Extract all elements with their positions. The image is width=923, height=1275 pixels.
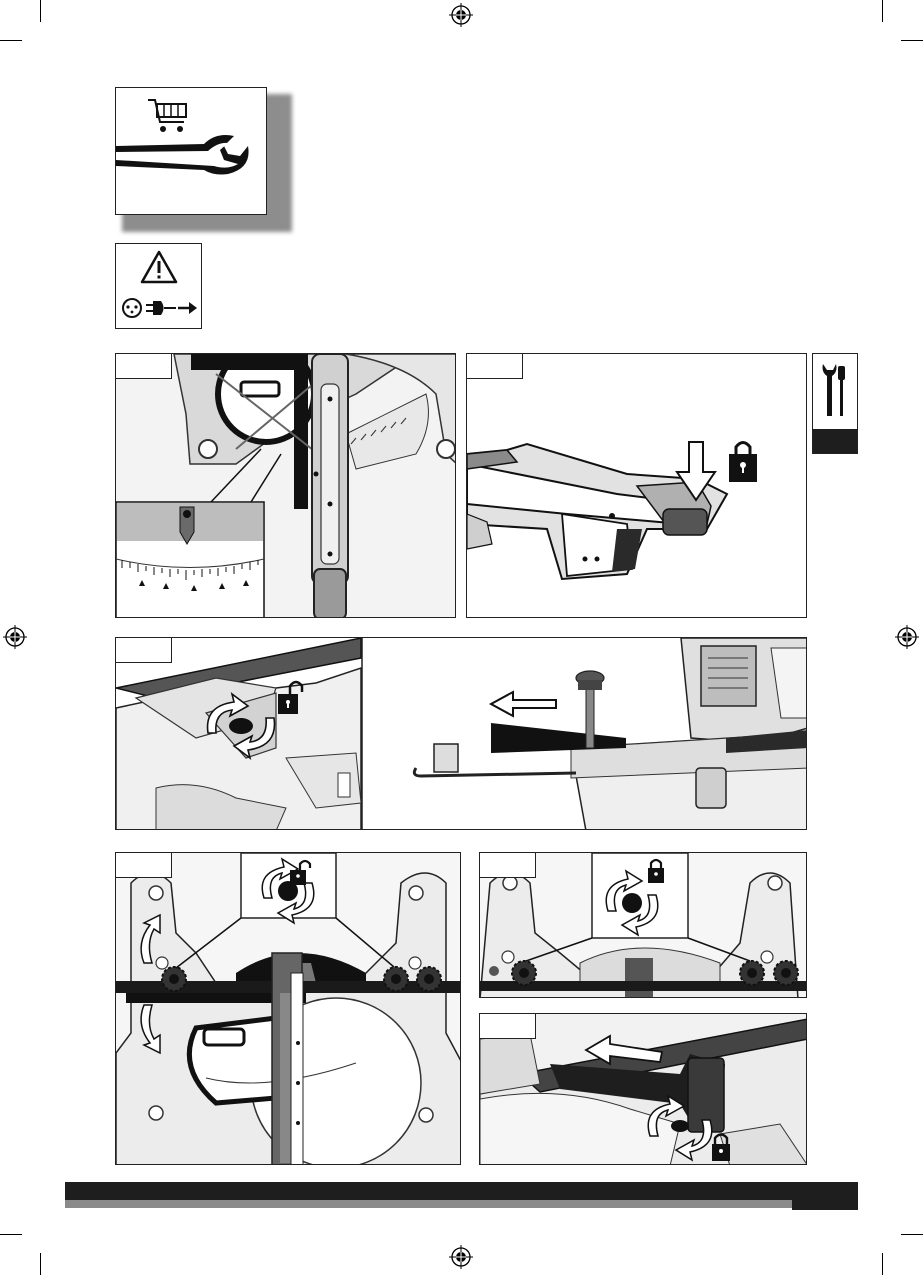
power-socket-icon (121, 297, 143, 319)
arrow-right-icon (178, 301, 198, 315)
figure-4-fence-bolts-loosen (115, 852, 461, 1165)
registration-mark-bottom (449, 1245, 473, 1269)
figure-1-number-tab (115, 353, 172, 379)
plug-icon (146, 299, 176, 317)
registration-mark-right (895, 625, 919, 649)
figure-6-number-tab (479, 1013, 536, 1039)
registration-mark-top (449, 3, 473, 27)
figure-3-number-tab (115, 637, 172, 663)
figure-1-bevel-scale (115, 353, 456, 618)
figure-2-arm-lock (466, 353, 807, 618)
figure-3-fence-release (115, 637, 807, 830)
figure-2-number-tab (466, 353, 523, 379)
side-tab (812, 353, 858, 454)
registration-mark-left (3, 625, 27, 649)
figure-5-number-tab (479, 852, 536, 878)
padlock-closed-icon (729, 443, 757, 483)
figure-4-number-tab (115, 852, 172, 878)
icon-card (115, 87, 267, 215)
arrow-left-icon (491, 692, 556, 716)
side-tab-band (813, 429, 857, 453)
footer-corner-block (792, 1200, 858, 1210)
shopping-cart-icon (146, 96, 190, 136)
footer-stripe (65, 1200, 792, 1208)
figure-6-fence-slide-lock (479, 1013, 807, 1165)
footer-bar (65, 1182, 858, 1200)
figure-5-fence-bolts-tighten (479, 852, 807, 998)
warning-triangle-icon (140, 250, 178, 284)
warning-card (115, 243, 202, 329)
wrench-screwdriver-icon (819, 360, 851, 420)
wrench-icon (116, 132, 256, 184)
